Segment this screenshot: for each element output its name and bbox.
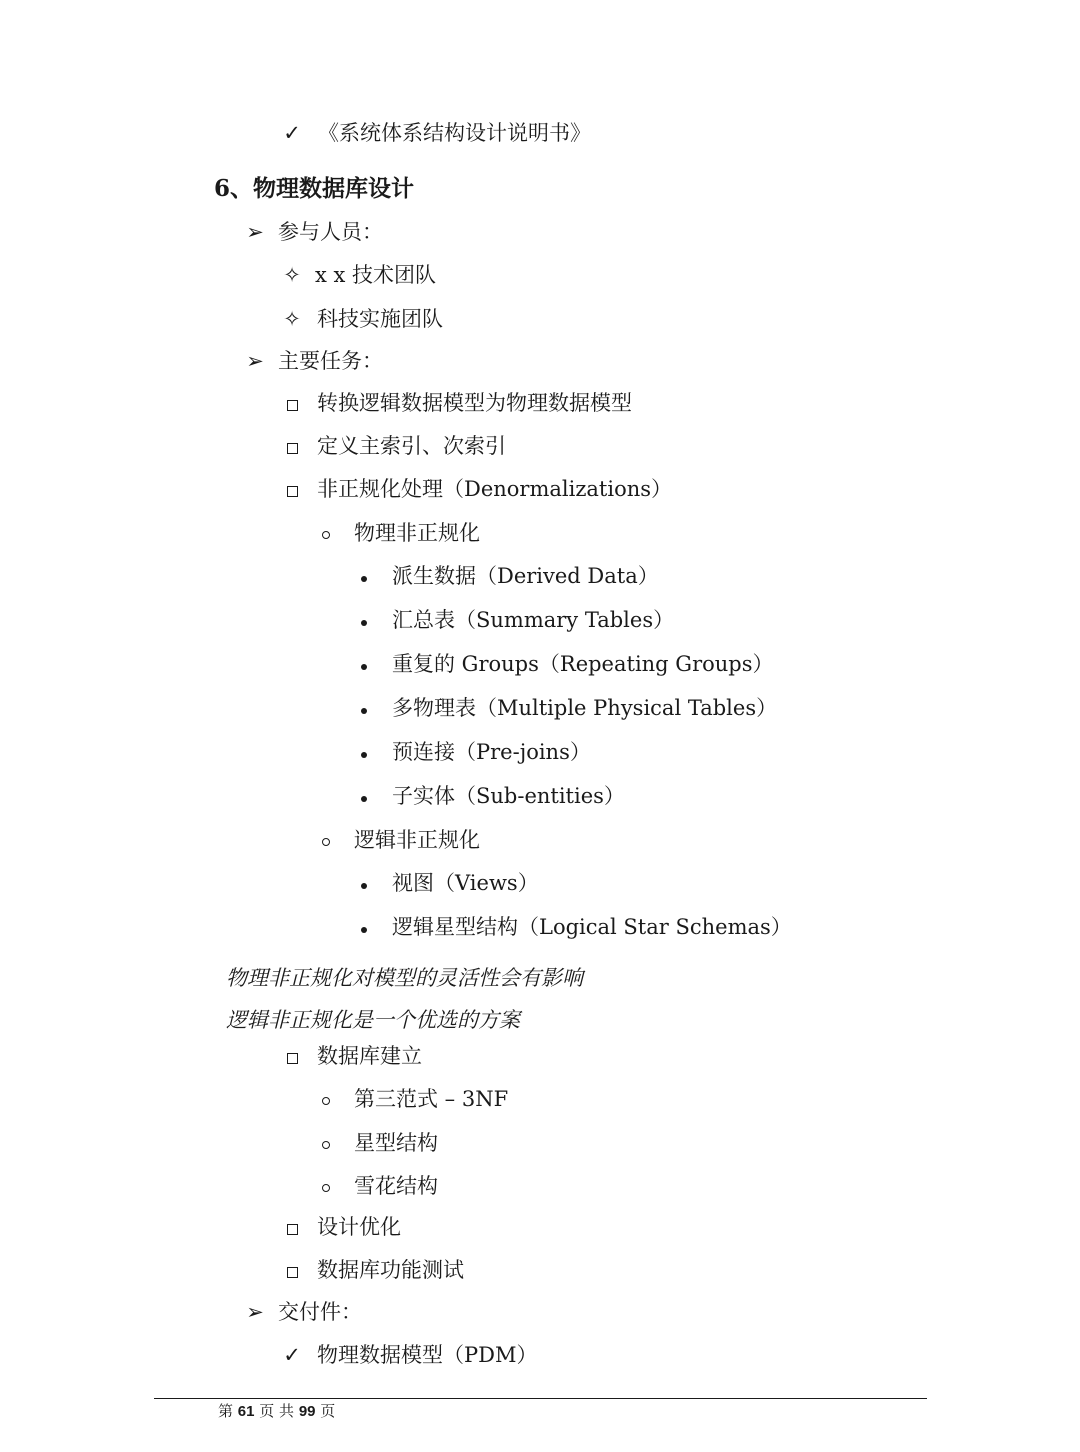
square-bullet-icon [280,1213,304,1241]
square-bullet-icon [280,1256,304,1284]
list-item-text: 数据库功能测试 [317,1258,464,1282]
list-item-text: 重复的 Groups（Repeating Groups） [392,652,774,676]
page-number: 61 [237,1403,255,1420]
square-bullet-icon [280,389,304,417]
list-item-text: 逻辑非正规化 [354,828,480,852]
list-item-text: 定义主索引、次索引 [317,434,506,458]
square-bullet-icon [280,1042,304,1070]
section-heading: 6、物理数据库设计 [214,175,415,202]
dot-bullet-icon [352,782,376,810]
checkmark-icon: ✓ [283,1343,301,1367]
arrow-bullet-icon: ➢ [246,1300,264,1324]
list-item-text: 预连接（Pre-joins） [392,740,591,764]
list-item-text: 多物理表（Multiple Physical Tables） [392,696,778,720]
list-item-text: 设计优化 [317,1215,401,1239]
dot-bullet-icon [352,738,376,766]
list-item-text: x x 技术团队 [315,263,437,287]
footer-divider [154,1398,927,1399]
footer-prefix: 第 [218,1402,234,1420]
arrow-bullet-icon: ➢ [246,349,264,373]
list-item-text: 《系统体系结构设计说明书》 [318,121,591,145]
circle-bullet-icon [314,1129,338,1157]
total-pages: 99 [298,1403,316,1420]
dot-bullet-icon [352,606,376,634]
dot-bullet-icon [352,562,376,590]
list-item-text: 物理非正规化 [354,521,480,545]
note-text: 逻辑非正规化是一个优选的方案 [226,1008,520,1032]
list-item-text: 物理数据模型（PDM） [317,1343,538,1367]
page-footer [218,1400,335,1423]
dot-bullet-icon [352,913,376,941]
dot-bullet-icon [352,694,376,722]
list-item-text: 派生数据（Derived Data） [392,564,659,588]
star-bullet-icon: ✧ [283,307,301,331]
circle-bullet-icon [314,1085,338,1113]
circle-bullet-icon [314,1172,338,1200]
note-text: 物理非正规化对模型的灵活性会有影响 [226,966,583,990]
list-item-text: 视图（Views） [392,871,539,895]
dot-bullet-icon [352,650,376,678]
footer-suffix: 页 [320,1402,336,1420]
checkmark-icon: ✓ [283,121,301,145]
arrow-bullet-icon: ➢ [246,220,264,244]
square-bullet-icon [280,475,304,503]
list-item-text: 汇总表（Summary Tables） [392,608,675,632]
dot-bullet-icon [352,869,376,897]
circle-bullet-icon [314,519,338,547]
list-item-text: 转换逻辑数据模型为物理数据模型 [317,391,632,415]
square-bullet-icon [280,432,304,460]
list-item-text: 交付件： [278,1300,362,1324]
footer-mid: 页 共 [259,1402,295,1420]
list-item-text: 逻辑星型结构（Logical Star Schemas） [392,915,792,939]
list-item-text: 非正规化处理（Denormalizations） [317,477,673,501]
list-item-text: 子实体（Sub-entities） [392,784,625,808]
list-item-text: 第三范式 – 3NF [354,1087,509,1111]
star-bullet-icon: ✧ [283,263,301,287]
list-item-text: 科技实施团队 [317,307,443,331]
list-item-text: 参与人员： [278,220,383,244]
list-item-text: 雪花结构 [354,1174,438,1198]
circle-bullet-icon [314,826,338,854]
list-item-text: 数据库建立 [317,1044,422,1068]
list-item-text: 主要任务： [278,349,383,373]
list-item-text: 星型结构 [354,1131,438,1155]
